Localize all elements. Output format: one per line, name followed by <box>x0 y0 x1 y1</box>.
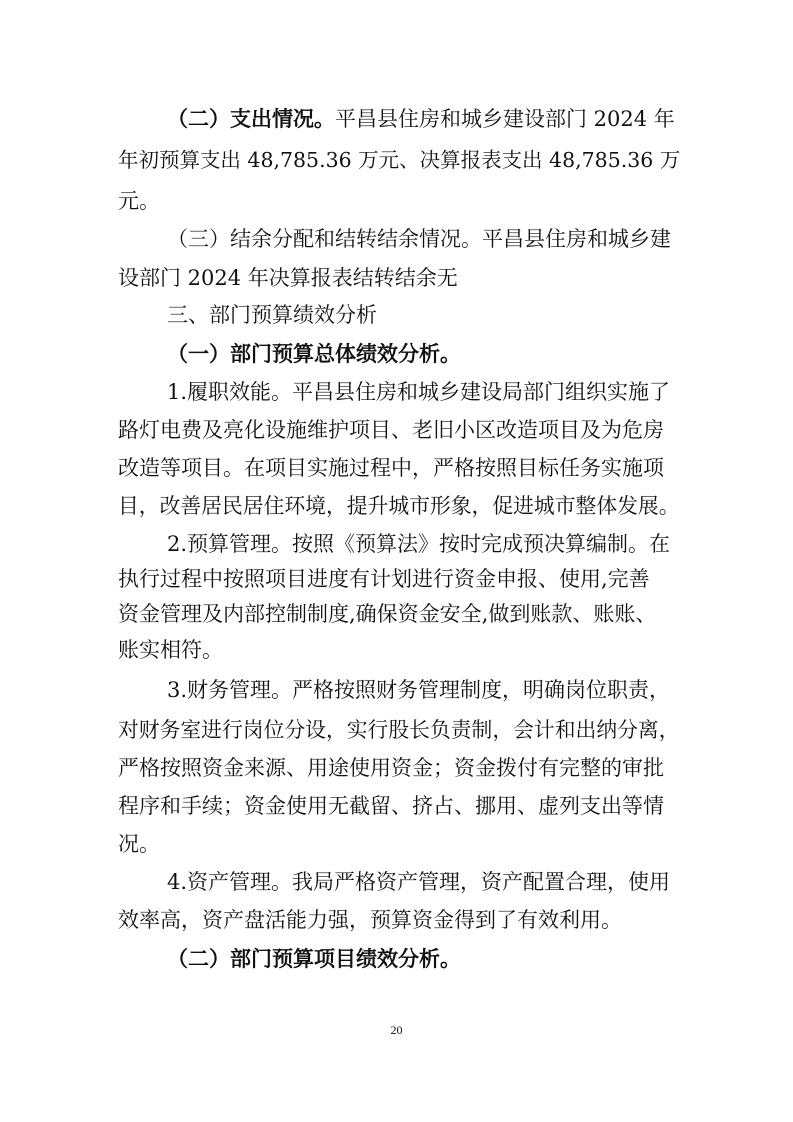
project-performance-heading: （二）部门预算项目绩效分析。 <box>167 946 461 971</box>
item3-line-3: 严格按照资金来源、用途使用资金；资金拨付有完整的审批 <box>118 756 664 780</box>
item3-line-2: 对财务室进行岗位分设，实行股长负责制，会计和出纳分离， <box>118 718 680 742</box>
expenditure-text-1: 平昌县住房和城乡建设部门 2024 年 <box>335 107 675 131</box>
item4-line-2: 效率高，资产盘活能力强，预算资金得到了有效利用。 <box>118 908 622 932</box>
item2-line-4: 账实相符。 <box>118 638 223 662</box>
item3-line-5: 况。 <box>118 832 160 856</box>
expenditure-line-3: 元。 <box>118 189 160 213</box>
item1-line-2: 路灯电费及亮化设施维护项目、老旧小区改造项目及为危房 <box>118 418 664 442</box>
overall-performance-heading: （一）部门预算总体绩效分析。 <box>167 341 461 366</box>
balance-line-2: 设部门 2024 年决算报表结转结余无 <box>118 266 458 290</box>
item2-line-2: 执行过程中按照项目进度有计划进行资金申报、使用,完善 <box>118 567 650 591</box>
expenditure-line-1 <box>167 104 675 134</box>
item4-line-1: 4.资产管理。我局严格资产管理，资产配置合理，使用 <box>167 870 671 894</box>
item3-line-4: 程序和手续；资金使用无截留、挤占、挪用、虚列支出等情 <box>118 794 664 818</box>
expenditure-heading: （二）支出情况。 <box>167 106 335 131</box>
expenditure-line-2: 年初预算支出 48,785.36 万元、决算报表支出 48,785.36 万 <box>118 148 681 172</box>
balance-line-1: （三）结余分配和结转结余情况。平昌县住房和城乡建 <box>167 227 671 251</box>
item2-line-1: 2.预算管理。按照《预算法》按时完成预决算编制。在 <box>167 532 671 556</box>
page-number: 20 <box>390 1023 403 1037</box>
item2-line-3: 资金管理及内部控制制度,确保资金安全,做到账款、账账、 <box>118 602 657 626</box>
item1-line-4: 目，改善居民居住环境，提升城市形象，促进城市整体发展。 <box>118 494 680 518</box>
item1-line-1: 1.履职效能。平昌县住房和城乡建设局部门组织实施了 <box>167 380 671 404</box>
item3-line-1: 3.财务管理。严格按照财务管理制度，明确岗位职责， <box>167 678 671 702</box>
item1-line-3: 改造等项目。在项目实施过程中，严格按照目标任务实施项 <box>118 456 664 480</box>
part-three-title: 三、部门预算绩效分析 <box>167 303 377 327</box>
